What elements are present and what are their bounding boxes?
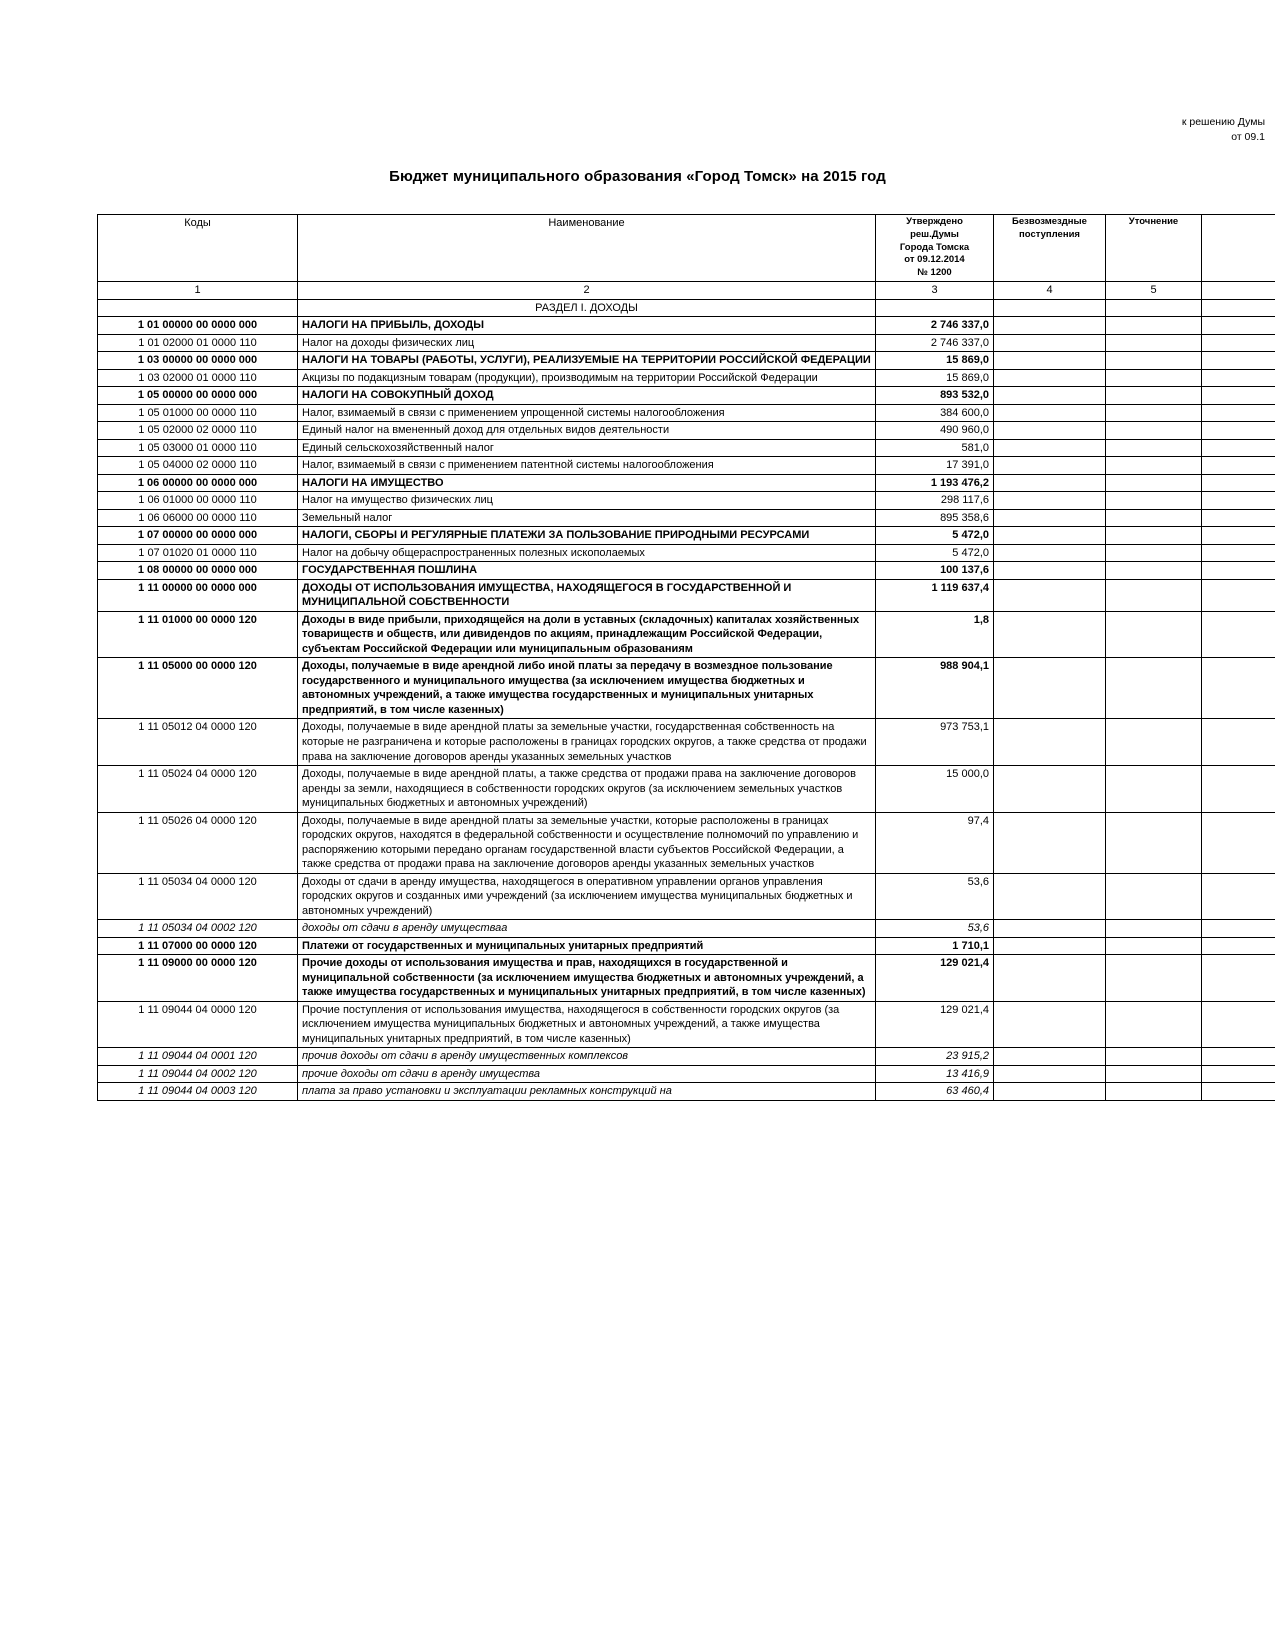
row-code: 1 11 05000 00 0000 120 <box>98 658 298 719</box>
row-correction <box>1106 422 1202 440</box>
table-row <box>98 404 1275 422</box>
approved-line-1: Утверждено <box>906 216 963 227</box>
row-extra <box>1202 1065 1275 1083</box>
row-free-receipts <box>994 719 1106 766</box>
row-approved-amount: 100 137,6 <box>876 562 994 580</box>
row-approved-amount: 1,8 <box>876 611 994 658</box>
column-number-4: 4 <box>994 282 1106 300</box>
row-extra <box>1202 658 1275 719</box>
row-extra <box>1202 457 1275 475</box>
row-free-receipts <box>994 404 1106 422</box>
approved-line-5: № 1200 <box>917 267 952 279</box>
row-approved-amount: 13 416,9 <box>876 1065 994 1083</box>
row-correction <box>1106 920 1202 938</box>
row-approved-amount: 2 746 337,0 <box>876 317 994 335</box>
table-row <box>98 527 1275 545</box>
row-approved-amount: 97,4 <box>876 812 994 873</box>
row-code: 1 08 00000 00 0000 000 <box>98 562 298 580</box>
column-number-6 <box>1202 282 1275 300</box>
approved-line-4: от 09.12.2014 <box>904 254 965 266</box>
row-extra <box>1202 544 1275 562</box>
table-row <box>98 544 1275 562</box>
row-correction <box>1106 1083 1202 1101</box>
row-approved-amount: 298 117,6 <box>876 492 994 510</box>
table-row <box>98 812 1275 873</box>
row-free-receipts <box>994 369 1106 387</box>
row-code: 1 03 02000 01 0000 110 <box>98 369 298 387</box>
row-code: 1 05 02000 02 0000 110 <box>98 422 298 440</box>
row-name: Налог на доходы физических лиц <box>298 334 876 352</box>
row-free-receipts <box>994 812 1106 873</box>
row-name: Доходы от сдачи в аренду имущества, находящегося в оперативном управлении органов управления городских округов и созданных ими учреждений (за исключением имущества муниципальных бюджетных и автономных учреждений) <box>298 873 876 920</box>
table-row <box>98 579 1275 611</box>
row-free-receipts <box>994 334 1106 352</box>
row-name: Доходы, получаемые в виде арендной либо иной платы за передачу в возмездное пользование государственного и муниципального имущества (за исключением имущества бюджетных и автономных учреждений, а также имущества государственных и муниципальных унитарных предприятий, в том числе казенных) <box>298 658 876 719</box>
row-correction <box>1106 544 1202 562</box>
table-row <box>98 937 1275 955</box>
row-name: плата за право установки и эксплуатации рекламных конструкций на <box>298 1083 876 1101</box>
row-name: Прочие поступления от использования имущества, находящегося в собственности городских округов (за исключением имущества муниципальных бюджетных и автономных учреждений, а также имущества муниципальных унитарных предприятий, в том числе казенных) <box>298 1001 876 1048</box>
table-row <box>98 474 1275 492</box>
row-correction <box>1106 509 1202 527</box>
row-code: 1 11 09044 04 0003 120 <box>98 1083 298 1101</box>
row-extra <box>1202 387 1275 405</box>
header-line-2: от 09.1 <box>1231 131 1265 144</box>
row-approved-amount: 2 746 337,0 <box>876 334 994 352</box>
row-free-receipts <box>994 1001 1106 1048</box>
table-column-numbers-row <box>98 282 1275 300</box>
row-code: 1 11 09044 04 0001 120 <box>98 1048 298 1066</box>
row-approved-amount: 5 472,0 <box>876 544 994 562</box>
section-title-row <box>98 299 1275 317</box>
row-code: 1 03 00000 00 0000 000 <box>98 352 298 370</box>
row-code: 1 11 05026 04 0000 120 <box>98 812 298 873</box>
row-name: НАЛОГИ, СБОРЫ И РЕГУЛЯРНЫЕ ПЛАТЕЖИ ЗА ПОЛЬЗОВАНИЕ ПРИРОДНЫМИ РЕСУРСАМИ <box>298 527 876 545</box>
row-correction <box>1106 579 1202 611</box>
table-row <box>98 873 1275 920</box>
table-row <box>98 658 1275 719</box>
row-free-receipts <box>994 509 1106 527</box>
row-correction <box>1106 873 1202 920</box>
header-line-1: к решению Думы <box>1181 116 1265 128</box>
section-code-cell <box>98 299 298 317</box>
row-approved-amount: 23 915,2 <box>876 1048 994 1066</box>
row-free-receipts <box>994 1048 1106 1066</box>
row-approved-amount: 973 753,1 <box>876 719 994 766</box>
row-approved-amount: 988 904,1 <box>876 658 994 719</box>
row-free-receipts <box>994 474 1106 492</box>
table-row <box>98 369 1275 387</box>
row-code: 1 01 00000 00 0000 000 <box>98 317 298 335</box>
table-row <box>98 387 1275 405</box>
row-extra <box>1202 404 1275 422</box>
row-correction <box>1106 457 1202 475</box>
row-name: Единый налог на вмененный доход для отдельных видов деятельности <box>298 422 876 440</box>
row-free-receipts <box>994 1065 1106 1083</box>
row-extra <box>1202 334 1275 352</box>
row-correction <box>1106 474 1202 492</box>
table-row <box>98 955 1275 1002</box>
table-row <box>98 422 1275 440</box>
row-free-receipts <box>994 937 1106 955</box>
row-code: 1 05 03000 01 0000 110 <box>98 439 298 457</box>
row-correction <box>1106 352 1202 370</box>
row-code: 1 11 00000 00 0000 000 <box>98 579 298 611</box>
row-code: 1 11 05012 04 0000 120 <box>98 719 298 766</box>
column-header-free-receipts <box>994 215 1106 282</box>
row-name: Земельный налог <box>298 509 876 527</box>
row-name: Единый сельскохозяйственный налог <box>298 439 876 457</box>
row-approved-amount: 15 869,0 <box>876 352 994 370</box>
table-row <box>98 439 1275 457</box>
row-code: 1 06 06000 00 0000 110 <box>98 509 298 527</box>
row-code: 1 06 00000 00 0000 000 <box>98 474 298 492</box>
row-name: Платежи от государственных и муниципальных унитарных предприятий <box>298 937 876 955</box>
table-row <box>98 562 1275 580</box>
budget-table <box>97 214 1275 1101</box>
row-code: 1 06 01000 00 0000 110 <box>98 492 298 510</box>
row-code: 1 01 02000 01 0000 110 <box>98 334 298 352</box>
row-correction <box>1106 1001 1202 1048</box>
row-correction <box>1106 1048 1202 1066</box>
column-header-name: Наименование <box>298 215 876 282</box>
row-name: НАЛОГИ НА ИМУЩЕСТВО <box>298 474 876 492</box>
table-row <box>98 334 1275 352</box>
row-code: 1 05 00000 00 0000 000 <box>98 387 298 405</box>
row-extra <box>1202 1001 1275 1048</box>
row-code: 1 05 01000 00 0000 110 <box>98 404 298 422</box>
column-header-correction: Уточнение <box>1106 215 1202 282</box>
row-approved-amount: 63 460,4 <box>876 1083 994 1101</box>
section-empty-cell <box>1202 299 1275 317</box>
row-approved-amount: 581,0 <box>876 439 994 457</box>
row-correction <box>1106 404 1202 422</box>
row-extra <box>1202 873 1275 920</box>
row-extra <box>1202 474 1275 492</box>
row-name: Прочие доходы от использования имущества и прав, находящихся в государственной и муниципальной собственности (за исключением имущества бюджетных и автономных учреждений, а также имущества государственных и муниципальных унитарных предприятий, в том числе казенных) <box>298 955 876 1002</box>
row-name: доходы от сдачи в аренду имуществаа <box>298 920 876 938</box>
row-approved-amount: 895 358,6 <box>876 509 994 527</box>
row-extra <box>1202 492 1275 510</box>
row-correction <box>1106 719 1202 766</box>
row-name: НАЛОГИ НА СОВОКУПНЫЙ ДОХОД <box>298 387 876 405</box>
row-free-receipts <box>994 439 1106 457</box>
row-free-receipts <box>994 422 1106 440</box>
table-row <box>98 509 1275 527</box>
row-free-receipts <box>994 873 1106 920</box>
row-extra <box>1202 439 1275 457</box>
row-extra <box>1202 317 1275 335</box>
row-free-receipts <box>994 955 1106 1002</box>
table-row <box>98 1001 1275 1048</box>
row-approved-amount: 15 000,0 <box>876 766 994 813</box>
row-name: ГОСУДАРСТВЕННАЯ ПОШЛИНА <box>298 562 876 580</box>
table-body <box>98 299 1275 1100</box>
row-free-receipts <box>994 352 1106 370</box>
row-approved-amount: 490 960,0 <box>876 422 994 440</box>
row-name: Доходы, получаемые в виде арендной платы за земельные участки, государственная собственность на которые не разграничена и которые расположены в границах городских округов, а также средства от продажи права на заключение договоров аренды указанных земельных участков <box>298 719 876 766</box>
row-approved-amount: 129 021,4 <box>876 1001 994 1048</box>
row-code: 1 11 09000 00 0000 120 <box>98 955 298 1002</box>
row-extra <box>1202 352 1275 370</box>
row-name: ДОХОДЫ ОТ ИСПОЛЬЗОВАНИЯ ИМУЩЕСТВА, НАХОДЯЩЕГОСЯ В ГОСУДАРСТВЕННОЙ И МУНИЦИПАЛЬНОЙ СОБСТВЕННОСТИ <box>298 579 876 611</box>
row-extra <box>1202 527 1275 545</box>
row-code: 1 05 04000 02 0000 110 <box>98 457 298 475</box>
row-approved-amount: 893 532,0 <box>876 387 994 405</box>
table-row <box>98 352 1275 370</box>
row-free-receipts <box>994 492 1106 510</box>
table-row <box>98 611 1275 658</box>
row-free-receipts <box>994 387 1106 405</box>
approved-line-2: реш.Думы <box>910 228 959 240</box>
column-number-2: 2 <box>298 282 876 300</box>
row-free-receipts <box>994 1083 1106 1101</box>
row-correction <box>1106 658 1202 719</box>
row-code: 1 11 05034 04 0000 120 <box>98 873 298 920</box>
row-code: 1 11 09044 04 0000 120 <box>98 1001 298 1048</box>
row-correction <box>1106 317 1202 335</box>
row-extra <box>1202 812 1275 873</box>
column-header-approved <box>876 215 994 282</box>
row-approved-amount: 53,6 <box>876 873 994 920</box>
row-code: 1 11 05034 04 0002 120 <box>98 920 298 938</box>
row-approved-amount: 15 869,0 <box>876 369 994 387</box>
row-name: Доходы в виде прибыли, приходящейся на доли в уставных (складочных) капиталах хозяйственных товариществ и обществ, или дивидендов по акциям, принадлежащим Российской Федерации, субъектам Российской Федерации или муниципальным образованиям <box>298 611 876 658</box>
row-free-receipts <box>994 457 1106 475</box>
table-row <box>98 457 1275 475</box>
row-correction <box>1106 387 1202 405</box>
row-name: Доходы, получаемые в виде арендной платы, а также средства от продажи права на заключение договоров аренды за земли, находящиеся в собственности городских округов (за исключением земельных участков муниципальных бюджетных и автономных учреждений) <box>298 766 876 813</box>
row-name: Акцизы по подакцизным товарам (продукции), производимым на территории Российской Федерации <box>298 369 876 387</box>
table-row <box>98 719 1275 766</box>
row-free-receipts <box>994 766 1106 813</box>
column-header-codes: Коды <box>98 215 298 282</box>
row-name: Доходы, получаемые в виде арендной платы за земельные участки, которые расположены в границах городских округов, находятся в федеральной собственности и осуществление полномочий по управлению и распоряжению которыми передано органам государственной власти субъектов Российской Федерации, а также средства от продажи права на заключение договоров аренды указанных земельных участков <box>298 812 876 873</box>
row-correction <box>1106 369 1202 387</box>
free-line-1: Безвозмездные <box>1012 216 1087 227</box>
table-row <box>98 1065 1275 1083</box>
column-number-1: 1 <box>98 282 298 300</box>
row-approved-amount: 1 710,1 <box>876 937 994 955</box>
row-correction <box>1106 439 1202 457</box>
row-approved-amount: 384 600,0 <box>876 404 994 422</box>
page-title: Бюджет муниципального образования «Город Томск» на 2015 год <box>389 168 886 185</box>
document-header-reference <box>1182 115 1265 145</box>
row-correction <box>1106 527 1202 545</box>
row-extra <box>1202 422 1275 440</box>
row-free-receipts <box>994 544 1106 562</box>
section-empty-cell <box>1106 299 1202 317</box>
table-row <box>98 920 1275 938</box>
table-row <box>98 1083 1275 1101</box>
row-correction <box>1106 492 1202 510</box>
row-free-receipts <box>994 562 1106 580</box>
free-line-2: поступления <box>1019 228 1080 240</box>
table-row <box>98 766 1275 813</box>
row-code: 1 11 01000 00 0000 120 <box>98 611 298 658</box>
row-free-receipts <box>994 920 1106 938</box>
row-approved-amount: 129 021,4 <box>876 955 994 1002</box>
row-free-receipts <box>994 579 1106 611</box>
row-approved-amount: 5 472,0 <box>876 527 994 545</box>
row-correction <box>1106 937 1202 955</box>
row-extra <box>1202 509 1275 527</box>
row-extra <box>1202 955 1275 1002</box>
row-approved-amount: 1 119 637,4 <box>876 579 994 611</box>
column-header-extra <box>1202 215 1275 282</box>
row-name: Налог, взимаемый в связи с применением упрощенной системы налогообложения <box>298 404 876 422</box>
row-extra <box>1202 937 1275 955</box>
row-name: НАЛОГИ НА ТОВАРЫ (РАБОТЫ, УСЛУГИ), РЕАЛИЗУЕМЫЕ НА ТЕРРИТОРИИ РОССИЙСКОЙ ФЕДЕРАЦИИ <box>298 352 876 370</box>
row-code: 1 07 00000 00 0000 000 <box>98 527 298 545</box>
row-extra <box>1202 1048 1275 1066</box>
column-number-3: 3 <box>876 282 994 300</box>
row-approved-amount: 53,6 <box>876 920 994 938</box>
row-extra <box>1202 369 1275 387</box>
row-correction <box>1106 955 1202 1002</box>
row-extra <box>1202 920 1275 938</box>
row-extra <box>1202 766 1275 813</box>
column-number-5: 5 <box>1106 282 1202 300</box>
row-correction <box>1106 334 1202 352</box>
row-correction <box>1106 1065 1202 1083</box>
row-free-receipts <box>994 317 1106 335</box>
table-row <box>98 317 1275 335</box>
row-name: прочие доходы от сдачи в аренду имущества <box>298 1065 876 1083</box>
row-code: 1 07 01020 01 0000 110 <box>98 544 298 562</box>
row-approved-amount: 1 193 476,2 <box>876 474 994 492</box>
row-name: Налог на имущество физических лиц <box>298 492 876 510</box>
row-free-receipts <box>994 658 1106 719</box>
row-name: прочив доходы от сдачи в аренду имущественных комплексов <box>298 1048 876 1066</box>
table-row <box>98 492 1275 510</box>
table-header-row <box>98 215 1275 282</box>
section-empty-cell <box>994 299 1106 317</box>
section-title-label: РАЗДЕЛ I. ДОХОДЫ <box>298 299 876 317</box>
row-extra <box>1202 719 1275 766</box>
row-name: Налог на добычу общераспространенных полезных искополаемых <box>298 544 876 562</box>
row-extra <box>1202 579 1275 611</box>
row-approved-amount: 17 391,0 <box>876 457 994 475</box>
row-correction <box>1106 812 1202 873</box>
row-extra <box>1202 1083 1275 1101</box>
approved-line-3: Города Томска <box>899 241 970 253</box>
table-row <box>98 1048 1275 1066</box>
section-empty-cell <box>876 299 994 317</box>
row-code: 1 11 09044 04 0002 120 <box>98 1065 298 1083</box>
row-correction <box>1106 562 1202 580</box>
row-free-receipts <box>994 611 1106 658</box>
row-extra <box>1202 562 1275 580</box>
row-name: Налог, взимаемый в связи с применением патентной системы налогообложения <box>298 457 876 475</box>
row-code: 1 11 05024 04 0000 120 <box>98 766 298 813</box>
row-extra <box>1202 611 1275 658</box>
row-correction <box>1106 766 1202 813</box>
row-correction <box>1106 611 1202 658</box>
row-name: НАЛОГИ НА ПРИБЫЛЬ, ДОХОДЫ <box>298 317 876 335</box>
row-free-receipts <box>994 527 1106 545</box>
row-code: 1 11 07000 00 0000 120 <box>98 937 298 955</box>
